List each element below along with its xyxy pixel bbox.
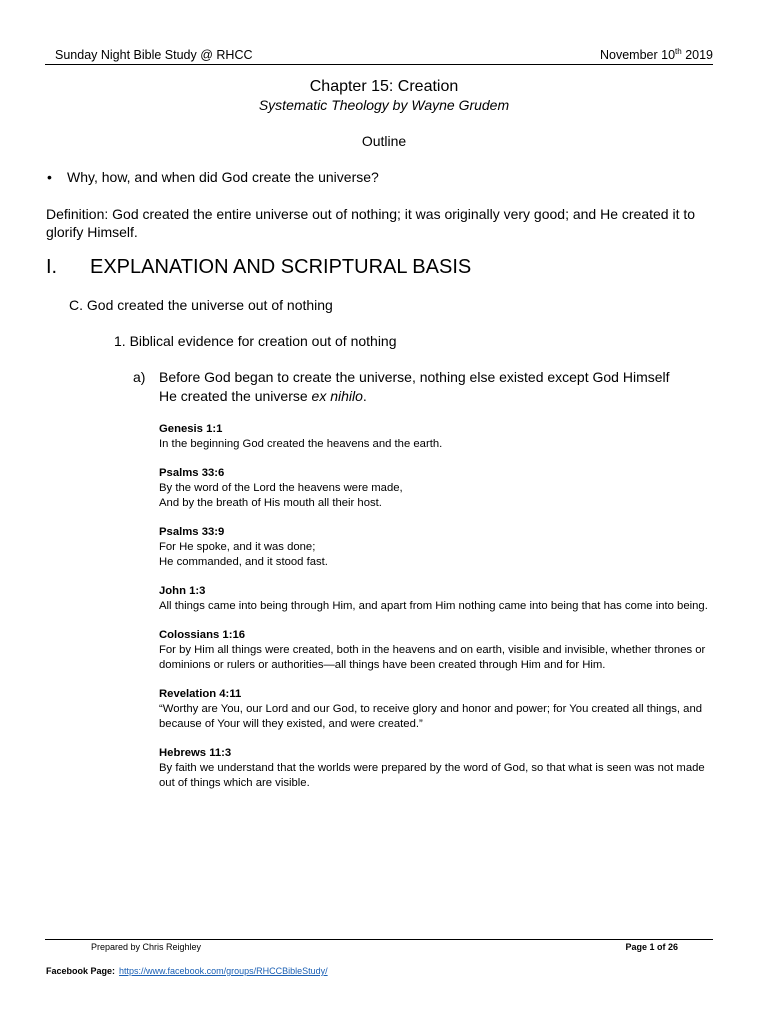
verse-text: He commanded, and it stood fast. [159,556,328,568]
verse-revelation-4-11 [159,687,719,732]
section-title: EXPLANATION AND SCRIPTURAL BASIS [90,256,472,278]
verse-genesis-1-1 [159,422,719,452]
point-a-line2-italic: ex nihilo [311,388,363,404]
verse-ref: Colossians 1:16 [159,629,246,641]
point-a-line2-prefix: He created the universe [159,388,312,404]
verse-ref: Revelation 4:11 [159,688,242,700]
verse-text: “Worthy are You, our Lord and our God, to receive glory and honor and power; for You created all things, and because of Your will they existed, and were created.” [159,703,703,730]
header-date-suffix: th [675,46,682,56]
header-date-year: 2019 [681,48,713,62]
point-a-text [159,368,749,406]
section-heading [46,256,471,279]
verse-text: By the word of the Lord the heavens were made, [159,482,403,494]
point-a-line2-suffix: . [362,388,367,404]
point-c: C. God created the universe out of nothing [69,297,333,313]
verse-ref: Psalms 33:9 [159,526,225,538]
header-date [600,48,713,62]
verse-colossians-1-16 [159,628,719,673]
verse-hebrews-11-3 [159,746,719,791]
bullet-item [47,169,379,185]
verse-text: For He spoke, and it was done; [159,541,316,553]
verse-text: All things came into being through Him, and apart from Him nothing came into being that has come into being. [159,600,708,612]
point-a [133,368,749,406]
bullet-text: Why, how, and when did God create the universe? [67,169,379,185]
verse-ref: Psalms 33:6 [159,467,225,479]
section-number: I. [46,256,58,278]
footer-divider [45,939,713,940]
verse-psalms-33-6 [159,466,719,511]
footer-facebook [46,966,328,976]
chapter-title: Chapter 15: Creation [309,78,459,95]
header-date-month-day: November 10 [600,48,676,62]
verse-john-1-3 [159,584,719,614]
verse-text: By faith we understand that the worlds were prepared by the word of God, so that what is seen was not made out of things which are visible. [159,762,705,789]
header-title: Sunday Night Bible Study @ RHCC [55,48,253,62]
verse-psalms-33-9 [159,525,719,570]
verse-ref: John 1:3 [159,585,206,597]
footer-page-number: Page 1 of 26 [625,942,678,952]
point-a-line1: Before God began to create the universe, nothing else existed except God Himself [159,369,670,385]
facebook-link[interactable]: https://www.facebook.com/groups/RHCCBibleStudy/ [119,966,328,976]
chapter-subtitle: Systematic Theology by Wayne Grudem [258,97,510,113]
verse-ref: Hebrews 11:3 [159,747,232,759]
verse-ref: Genesis 1:1 [159,423,223,435]
footer-prepared-by: Prepared by Chris Reighley [91,942,202,952]
outline-heading: Outline [361,133,407,149]
verse-text: For by Him all things were created, both in the heavens and on earth, visible and invisible, whether thrones or dominions or rulers or authorities—all things have been created through Him and for Him. [159,644,706,671]
point-1: 1. Biblical evidence for creation out of nothing [114,333,397,349]
definition-text: Definition: God created the entire universe out of nothing; it was originally very good; and He created it to glorify Himself. [46,206,696,240]
scripture-list [159,422,719,805]
verse-text: And by the breath of His mouth all their host. [159,497,382,509]
page-header [45,46,713,65]
point-a-line2 [159,387,749,406]
facebook-label: Facebook Page: [46,966,116,976]
verse-text: In the beginning God created the heavens and the earth. [159,438,443,450]
bullet-dot-icon: • [47,169,52,185]
point-a-marker: a) [133,369,146,385]
